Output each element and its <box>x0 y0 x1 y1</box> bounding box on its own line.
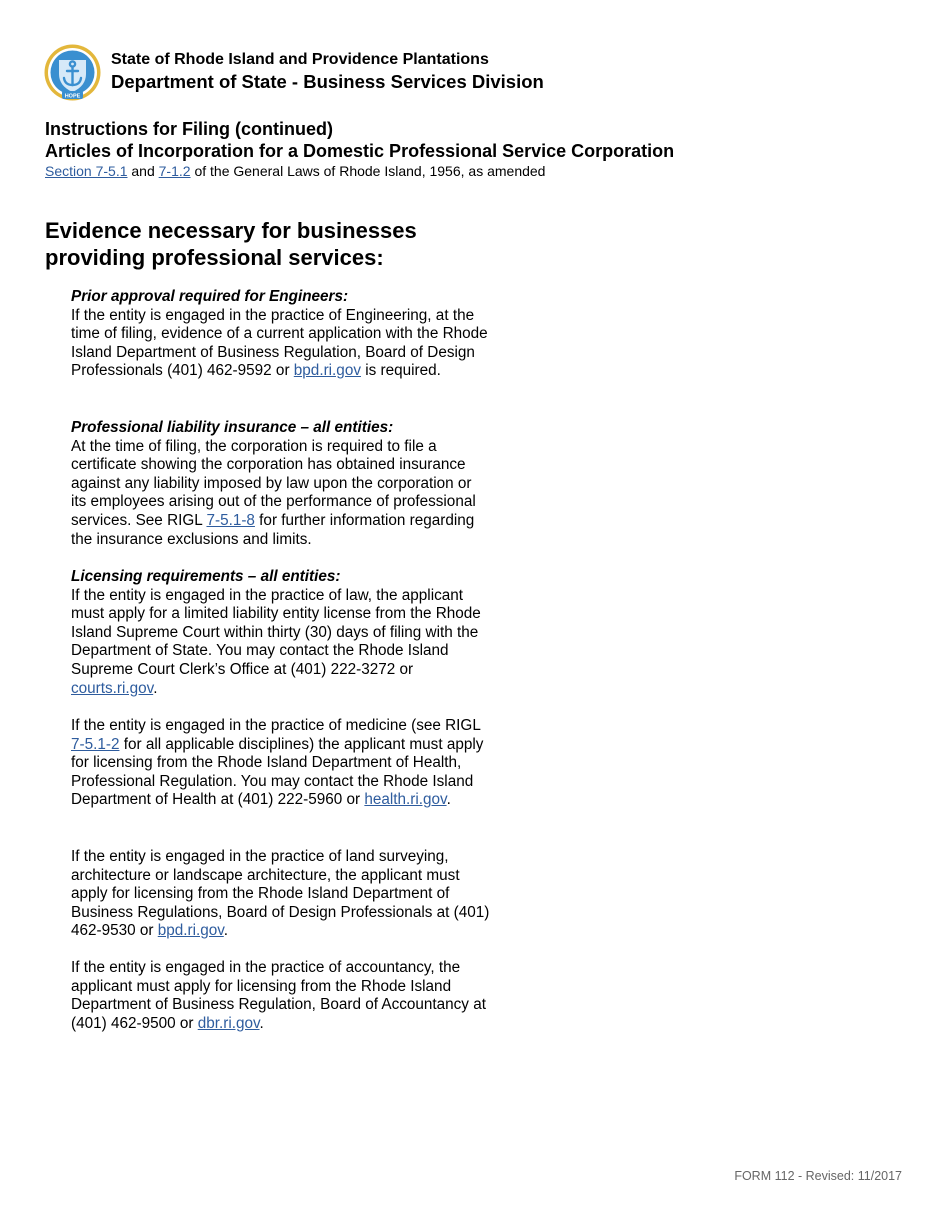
bpd-link[interactable]: bpd.ri.gov <box>293 362 361 380</box>
surveying-text: If the entity is engaged in the practice of land surveying, architecture or landscape architecture, the applicant must apply for licensing from the Rhode Island Department of Business Regulations, Board of Design Professionals at (401) 462-9530 or <box>71 848 490 940</box>
rigl-7-5-1-8-link[interactable]: 7-5.1-8 <box>206 511 255 529</box>
engineers-lead: Prior approval required for Engineers: <box>71 288 349 305</box>
insurance-text-end: for further information regarding the insurance exclusions and limits. <box>71 511 475 548</box>
insurance-text: At the time of filing, the corporation is required to file a certificate showing the corporation has obtained insurance against any liability imposed by law upon the corporation or its employees arising out of the performance of professional services. See RIGL <box>71 437 476 529</box>
rigl-7-5-1-2-link[interactable]: 7-5.1-2 <box>71 735 120 753</box>
engineers-text-end: is required. <box>360 362 441 380</box>
surveying-text-end: . <box>223 922 229 940</box>
medicine-text: If the entity is engaged in the practice of medicine (see RIGL <box>71 717 481 734</box>
statute-rest: of the General Laws of Rhode Island, 1956, as amended <box>190 163 546 179</box>
licensing-text: If the entity is engaged in the practice of law, the applicant must apply for a limited liability entity license from the Rhode Island Supreme Court within thirty (30) days of filing with the Department of State. You may contact the Rhode Island Supreme Court Clerk’s Office at (401) 222-3272 or <box>71 586 481 678</box>
medicine-paragraph <box>71 717 491 810</box>
seal-text: HOPE <box>64 93 81 100</box>
licensing-section <box>71 568 491 698</box>
engineers-text: If the entity is engaged in the practice of Engineering, at the time of filing, evidence of a current application with the Rhode Island Department of Business Regulation, Board of Design Professionals (401) 462-9592 or <box>71 306 488 380</box>
accountancy-text-end: . <box>259 1014 264 1032</box>
department-name: Department of State - Business Services Division <box>111 71 544 92</box>
section-7-5-1-link[interactable]: Section 7-5.1 <box>45 163 128 179</box>
accountancy-paragraph <box>71 959 491 1033</box>
section-7-1-2-link[interactable]: 7-1.2 <box>158 163 191 179</box>
statute-and: and <box>127 163 159 179</box>
bpd-link-2[interactable]: bpd.ri.gov <box>157 922 224 940</box>
engineers-section <box>71 288 491 381</box>
dbr-link[interactable]: dbr.ri.gov <box>197 1014 260 1032</box>
state-name: State of Rhode Island and Providence Plantations <box>111 51 489 68</box>
instructions-title: Instructions for Filing (continued) <box>45 119 333 139</box>
statute-reference <box>45 163 545 180</box>
form-title: Articles of Incorporation for a Domestic Professional Service Corporation <box>45 141 675 161</box>
accountancy-text: If the entity is engaged in the practice of accountancy, the applicant must apply for licensing from the Rhode Island Department of Business Regulation, Board of Accountancy at (401) 462-9500 or <box>71 959 486 1032</box>
form-revision: FORM 112 - Revised: 11/2017 <box>734 1169 902 1183</box>
medicine-text-mid: for all applicable disciplines) the applicant must apply for licensing from the Rhode Island Department of Health, Professional Regulation. You may contact the Rhode Island Department of Health at (401) 222-5960 or <box>71 735 484 809</box>
section-heading: Evidence necessary for businesses providing professional services: <box>45 218 417 270</box>
health-link[interactable]: health.ri.gov <box>364 791 447 809</box>
surveying-paragraph <box>71 848 491 941</box>
licensing-lead: Licensing requirements – all entities: <box>71 568 341 585</box>
insurance-section <box>71 419 491 549</box>
insurance-lead: Professional liability insurance – all entities: <box>71 419 394 436</box>
courts-link[interactable]: courts.ri.gov <box>71 679 154 697</box>
medicine-text-end: . <box>446 791 451 809</box>
state-seal-icon <box>44 44 101 101</box>
licensing-text-end: . <box>153 679 158 697</box>
